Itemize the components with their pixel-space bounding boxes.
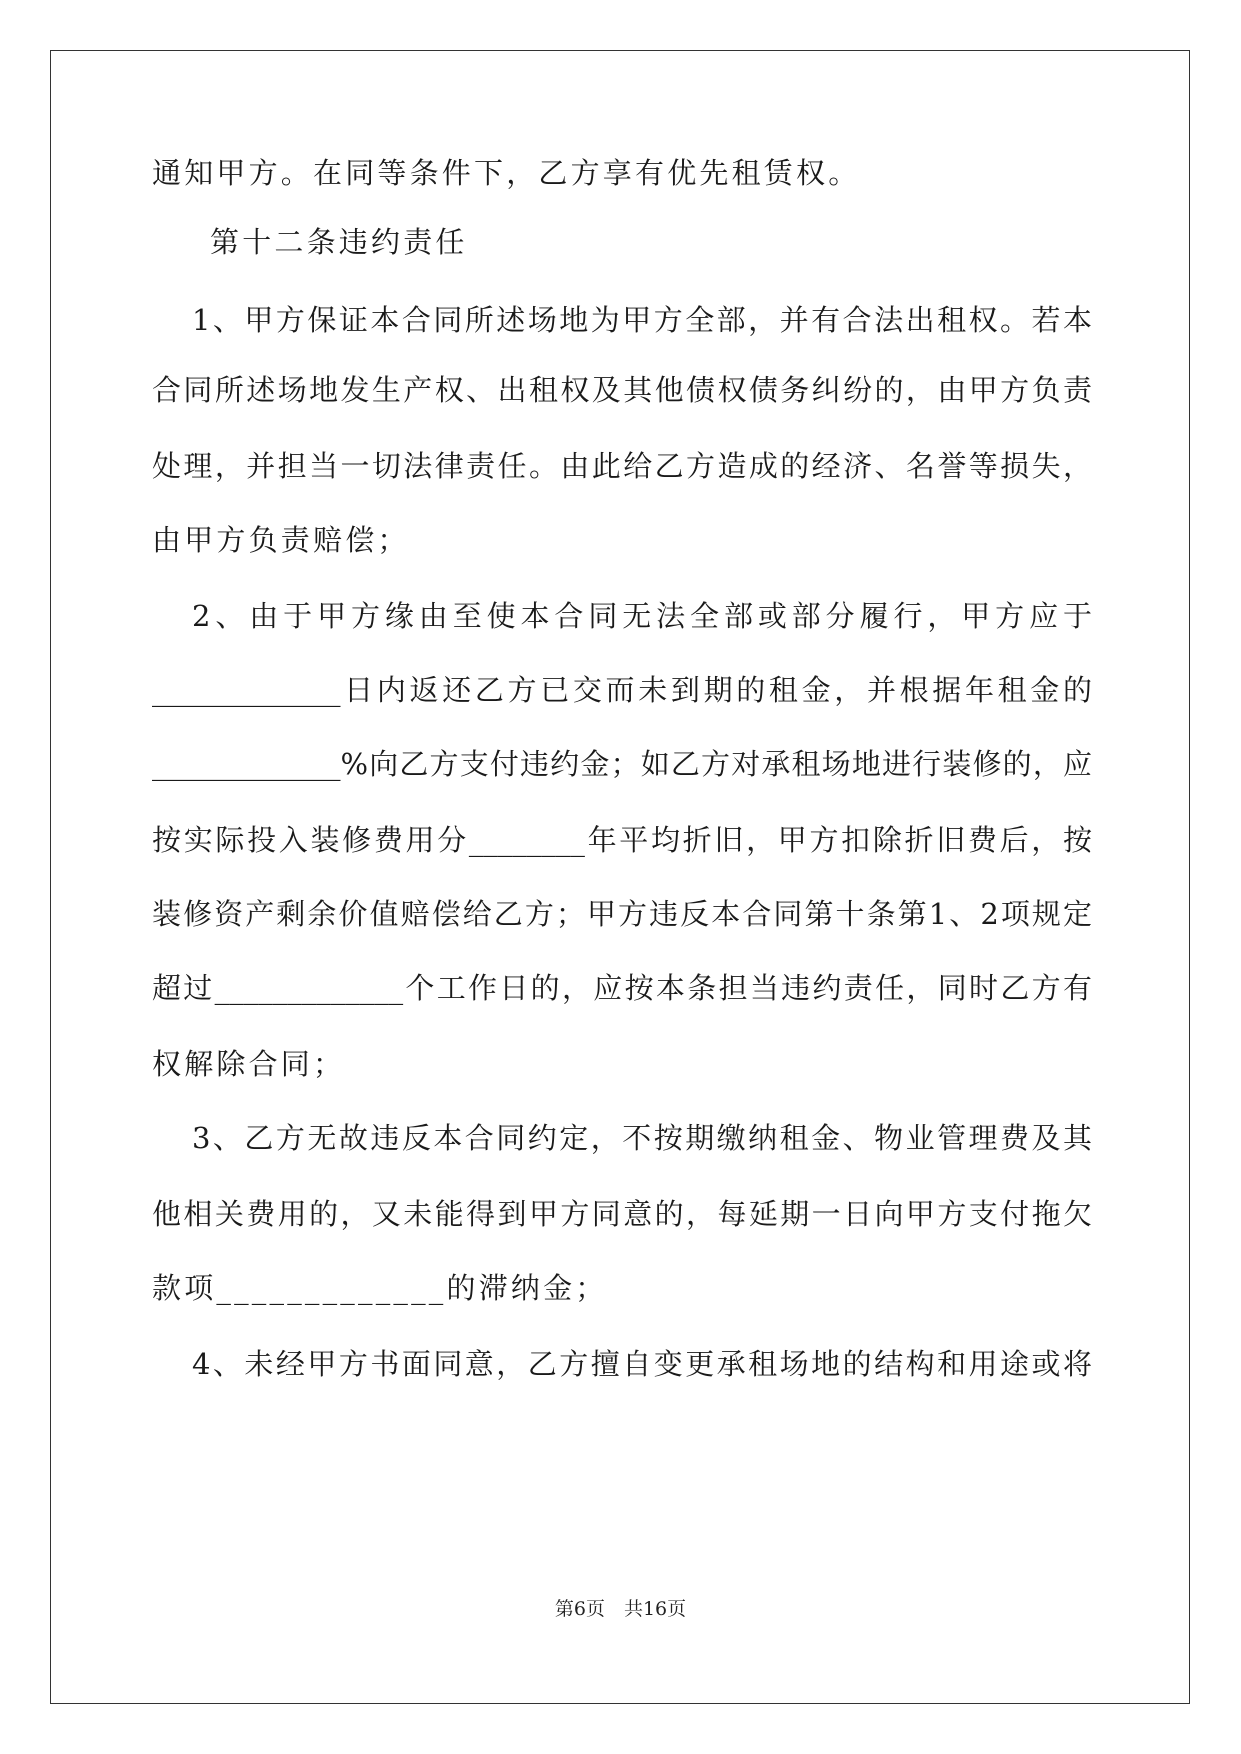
text-line: 处理，并担当一切法律责任。由此给乙方造成的经济、名誉等损失， [152,449,1092,483]
text-line: 2、由于甲方缘由至使本合同无法全部或部分履行，甲方应于 [192,599,1092,633]
text-line: _____________日内返还乙方已交而未到期的租金，并根据年租金的 [152,673,1092,707]
text-line: 装修资产剩余价值赔偿给乙方；甲方违反本合同第十条第1、2项规定 [152,897,1092,931]
text-line: 他相关费用的，又未能得到甲方同意的，每延期一日向甲方支付拖欠 [152,1197,1092,1231]
text-line: 通知甲方。在同等条件下，乙方享有优先租赁权。 [152,156,861,190]
text-line: 4、未经甲方书面同意，乙方擅自变更承租场地的结构和用途或将 [192,1347,1092,1381]
text-line: 按实际投入装修费用分________年平均折旧，甲方扣除折旧费后，按 [152,823,1092,857]
text-line: 1、甲方保证本合同所述场地为甲方全部，并有合法出租权。若本 [192,303,1092,337]
page-number: 第6页 共16页 [554,1598,687,1620]
text-line: _____________%向乙方支付违约金；如乙方对承租场地进行装修的，应 [152,747,1092,781]
text-line: 权解除合同； [152,1047,346,1081]
section-heading: 第十二条违约责任 [210,225,468,259]
text-line: 由甲方负责赔偿； [152,523,410,557]
text-line: 合同所述场地发生产权、出租权及其他债权债务纠纷的，由甲方负责 [152,373,1092,407]
page-border [50,50,1190,1704]
text-line: 3、乙方无故违反本合同约定，不按期缴纳租金、物业管理费及其 [192,1121,1092,1155]
text-line: 超过_____________个工作日的，应按本条担当违约责任，同时乙方有 [152,971,1092,1005]
text-line: 款项_____________的滞纳金； [152,1271,608,1305]
